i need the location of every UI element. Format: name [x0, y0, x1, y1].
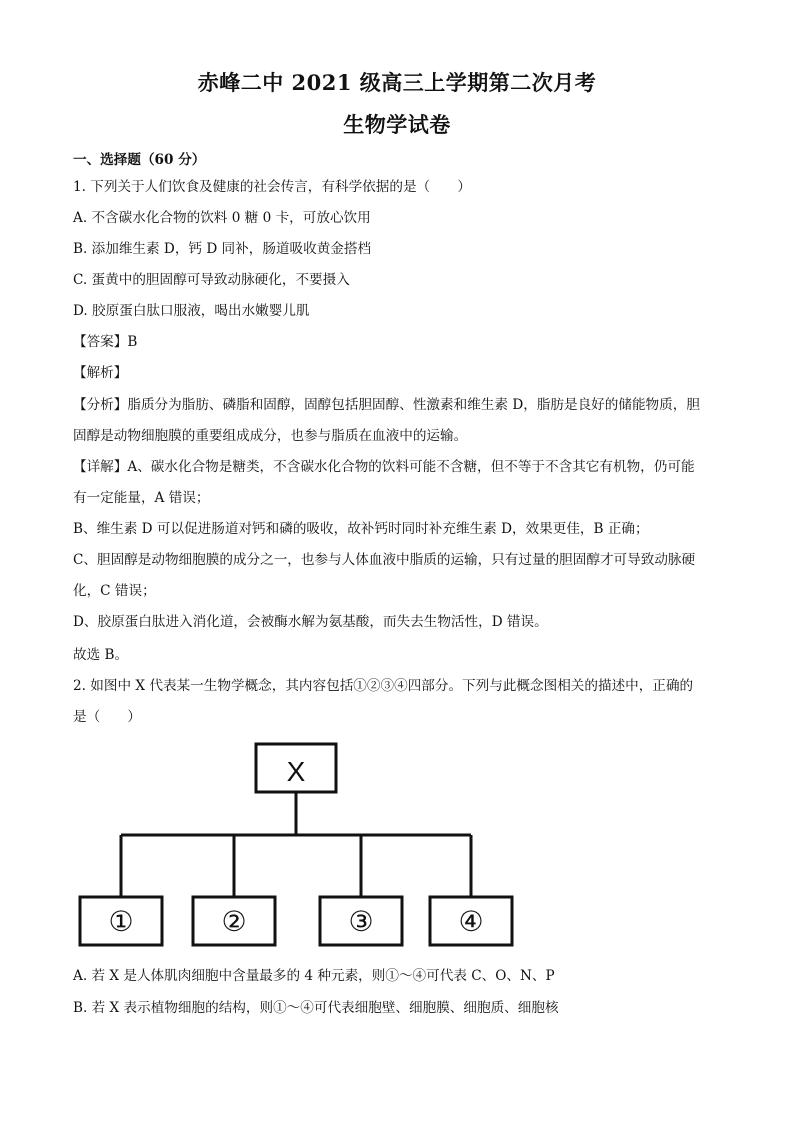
analysis-line: 【分析】脂质分为脂肪、磷脂和固醇，固醇包括胆固醇、性激素和维生素 D，脂肪是良好的储能物质，胆	[73, 397, 700, 413]
question-2-stem: 是（ ）	[73, 709, 141, 725]
question-1-analysis-label: 【解析】	[73, 365, 128, 381]
concept-label-2: ②	[221, 905, 247, 938]
analysis-line: 固醇是动物细胞膜的重要组成成分，也参与脂质在血液中的运输。	[73, 428, 468, 444]
question-2-option-a: A. 若 X 是人体肌肉细胞中含量最多的 4 种元素，则①～④可代表 C、O、N、P	[73, 968, 555, 984]
concept-label-4: ④	[458, 905, 484, 938]
section-heading: 一、选择题（60 分）	[73, 152, 206, 168]
question-1-option-c: C. 蛋黄中的胆固醇可导致动脉硬化，不要摄入	[73, 272, 350, 288]
question-1-option-b: B. 添加维生素 D，钙 D 同补，肠道吸收黄金搭档	[73, 241, 372, 257]
detail-line: D、胶原蛋白肽进入消化道，会被酶水解为氨基酸，而失去生物活性，D 错误。	[73, 614, 548, 630]
question-1-answer: 【答案】B	[73, 334, 138, 350]
detail-line: C、胆固醇是动物细胞膜的成分之一，也参与人体血液中脂质的运输，只有过量的胆固醇才可导致动脉硬	[73, 552, 696, 568]
concept-label-x: X	[286, 756, 306, 787]
detail-line: 【详解】A、碳水化合物是糖类，不含碳水化合物的饮料可能不含糖，但不等于不含其它有机物，仍可能	[73, 459, 695, 475]
detail-line: B、维生素 D 可以促进肠道对钙和磷的吸收，故补钙时同时补充维生素 D，效果更佳，B 正确；	[73, 521, 649, 537]
page-subtitle: 生物学试卷	[343, 112, 451, 137]
page-title: 赤峰二中 2021 级高三上学期第二次月考	[197, 70, 597, 95]
detail-line: 化，C 错误；	[73, 583, 156, 599]
question-1-option-d: D. 胶原蛋白肽口服液，喝出水嫩婴儿肌	[73, 303, 310, 319]
concept-label-3: ③	[348, 905, 374, 938]
question-1-stem: 1. 下列关于人们饮食及健康的社会传言，有科学依据的是（ ）	[73, 179, 471, 195]
concept-label-1: ①	[108, 905, 134, 938]
question-2-option-b: B. 若 X 表示植物细胞的结构，则①～④可代表细胞壁、细胞膜、细胞质、细胞核	[73, 1000, 559, 1016]
question-1-option-a: A. 不含碳水化合物的饮料 0 糖 0 卡，可放心饮用	[73, 210, 371, 226]
detail-line: 故选 B。	[73, 647, 129, 663]
question-2-stem: 2. 如图中 X 代表某一生物学概念，其内容包括①②③④四部分。下列与此概念图相关的描述中，正确的	[73, 678, 694, 694]
detail-line: 有一定能量，A 错误；	[73, 490, 210, 506]
